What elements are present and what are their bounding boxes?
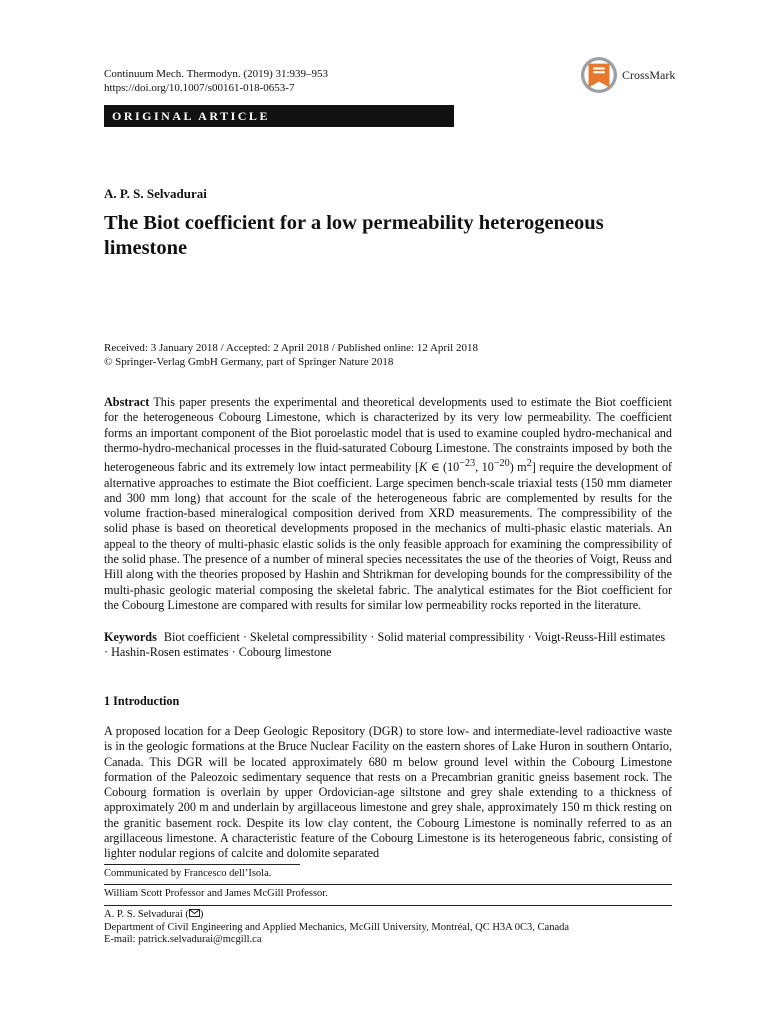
affil-close: ) (199, 909, 204, 920)
affiliation-department: Department of Civil Engineering and Applied Mechanics, McGill University, Montréal, QC H3A 0C3, Canada (104, 921, 570, 933)
footnote-divider (104, 884, 672, 885)
copyright-line: © Springer-Verlag GmbH Germany, part of Springer Nature 2018 (104, 356, 394, 368)
math-in: ∈ (10 (427, 460, 460, 475)
doi-link[interactable]: https://doi.org/10.1007/s00161-018-0653-7 (104, 82, 295, 94)
exp-3: 2 (526, 458, 532, 470)
exp-1: −23 (459, 458, 476, 470)
crossmark-logo-icon (580, 56, 618, 94)
footnote-divider (104, 864, 300, 865)
crossmark-badge[interactable] (580, 56, 675, 94)
abstract-text-1: This paper presents the experimental and theoretical developments used to estimate the Biot coefficient for the heterogeneous Cobourg Limestone, which is characterized by its very low permeability. The coefficient forms an important component of the Biot poroelastic model that is used to examine coupled hydro-mechanical and thermo-hydro-mechanical processes in the fluid-saturated Cobourg Limestone. The constraints imposed by both the heterogeneous fabric and its extremely low intact permeability [ (104, 395, 672, 475)
author-email[interactable]: E-mail: patrick.selvadurai@mcgill.ca (104, 934, 262, 945)
professor-note: William Scott Professor and James McGill Professor. (104, 888, 328, 899)
envelope-icon[interactable] (189, 909, 200, 917)
journal-citation: Continuum Mech. Thermodyn. (2019) 31:939–953 (104, 68, 329, 80)
introduction-text: A proposed location for a Deep Geologic Repository (DGR) to store low- and intermediate-level radioactive waste is in the geologic formations at the Bruce Nuclear Facility on the eastern shores of Lake Huron in southern Ontario, Canada. This DGR will be located approximately 680 m below ground level within the Cobourg Limestone formation of the Paleozoic sedimentary sequence that rests on a Precambrian granitic gneiss basement rock. The Cobourg formation is overlain by upper Ordovician-age siltstone and grey shale extending to a thickness of approximately 200 m and underlain by argillaceous limestone and grey shale, approximately 150 m thick resting on the granitic basement rock. Despite its low clay content, the Cobourg Limestone is nominally referred to as an argillaceous limestone. A characteristic feature of the Cobourg Limestone is its heterogeneous fabric, consisting of lighter nodular regions of calcite and dolomite separated (104, 724, 672, 861)
received-dates: Received: 3 January 2018 / Accepted: 2 April 2018 / Published online: 12 April 2018 (104, 342, 478, 354)
abstract-text-2: ] require the development of alternative approaches to estimate the Biot coefficient. Large specimen bench-scale triaxial tests (150 mm diameter and 300 mm long) that account for the scale of the heterogeneous fabric are complemented by results for the volume fraction-based mineralogical composition derived from XRD measurements. The compressibility of the solid phase is based on theoretical developments proposed in the mechanics of multi-phasic elastic materials. An appeal to the theory of multi-phasic elastic solids is the only feasible approach for examining the compressibility of the solid phase. The presence of a number of mineral species necessitates the use of the theories of Voigt, Reuss and Hill along with the theories proposed by Hashin and Shtrikman for developing bounds for the compressibility of the multi-phasic geologic material composing the skeletal fabric. The analytical estimates for the Biot coefficient for the Cobourg Limestone are compared with results for similar low permeability rocks reported in the literature. (104, 460, 672, 612)
crossmark-label: CrossMark (622, 67, 676, 82)
keywords-label: Keywords (104, 630, 157, 644)
journal-header (104, 67, 328, 95)
section-heading-introduction: 1 Introduction (104, 694, 180, 708)
publication-dates (104, 341, 478, 369)
math-k: K (419, 460, 428, 475)
abstract (104, 395, 672, 613)
article-type-banner: ORIGINAL ARTICLE (104, 105, 454, 127)
keywords (104, 630, 672, 661)
abstract-label: Abstract (104, 395, 150, 409)
math-mid: , 10 (475, 460, 494, 475)
communicated-by: Communicated by Francesco dell’Isola. (104, 868, 272, 879)
footnote-divider (104, 905, 672, 906)
author-affiliation (104, 909, 569, 947)
correspondence-author (104, 909, 569, 922)
keywords-text: Biot coefficient · Skeletal compressibility · Solid material compressibility · Voigt-Reuss-Hill estimates · Hashin-Rosen estimates · Cobourg limestone (104, 630, 666, 660)
math-unit: ) m (509, 460, 527, 475)
affil-author-name: A. P. S. Selvadurai ( (104, 909, 189, 920)
exp-2: −20 (493, 458, 510, 470)
paper-title: The Biot coefficient for a low permeability heterogeneous limestone (104, 212, 604, 259)
author-name: A. P. S. Selvadurai (104, 186, 207, 201)
